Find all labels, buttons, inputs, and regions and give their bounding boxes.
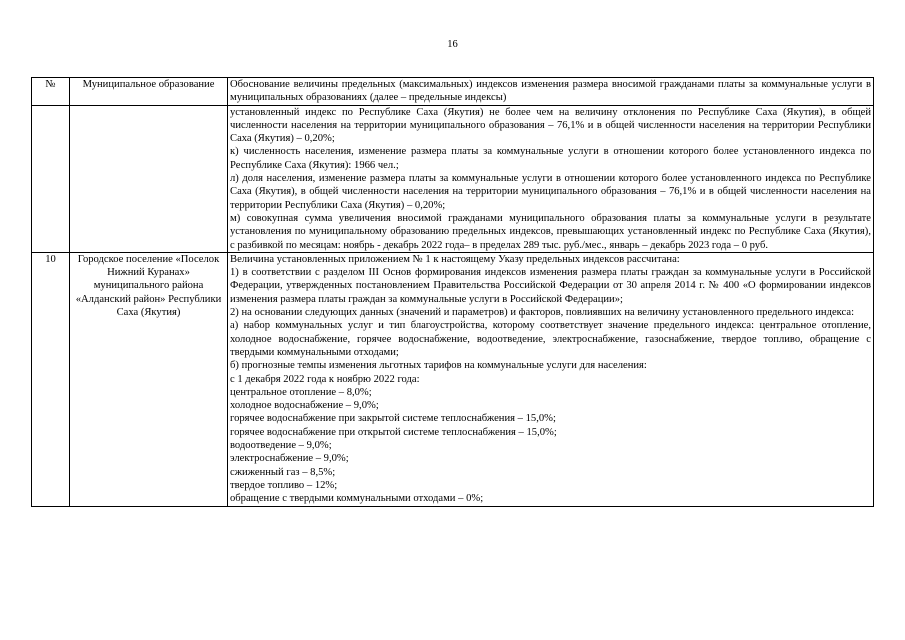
paragraph: л) доля населения, изменение размера платы за коммунальные услуги в отношении которого более установленного индекса по Республике Саха (Якутия), в общей численности населения на территории муниципального образования – 76,1% и в общей численности населения на территории Республики Саха (Якутия) – 0,20%; [230,173,871,211]
paragraph: м) совокупная сумма увеличения вносимой гражданами муниципального образования платы за коммунальные услуги в результате установления по муниципальному образованию предельных индексов, превышающих установленный индекс по Республике Саха (Якутия), с разбивкой по месяцам: ноябрь - декабрь 2022 года– в пределах 289 тыс. руб./мес., январь – декабрь 2023 года – 0 руб. [230,212,871,251]
list-item: холодное водоснабжение – 9,0%; [230,400,379,412]
list-item: электроснабжение – 9,0%; [230,453,349,465]
list-item: горячее водоснабжение при открытой системе теплоснабжения – 15,0%; [230,426,557,438]
cell-municipality: Городское поселение «Поселок Нижний Куранах» муниципального района «Алданский район» Республики Саха (Якутия) [70,252,228,506]
list-item: горячее водоснабжение при закрытой системе теплоснабжения – 15,0%; [230,413,556,425]
paragraph: 1) в соответствии с разделом III Основ формирования индексов изменения размера платы граждан за коммунальные услуги в Российской Федерации, утвержденных постановлением Правительства Российской Федерации от 30 апреля 2014 г. № 400 «О формировании индексов изменения размера платы граждан за коммунальные услуги в Российской Федерации»; [230,267,871,305]
list-item: обращение с твердыми коммунальными отходами – 0%; [230,493,484,505]
cell-number: 10 [32,252,70,506]
table-header-row [32,78,874,106]
header-number: № [32,78,70,106]
paragraph: к) численность населения, изменение размера платы за коммунальные услуги в отношении которого более установленного индекса по Республике Саха (Якутия): 1966 чел.; [230,146,871,171]
paragraph: установленный индекс по Республике Саха (Якутия) не более чем на величину отклонения по Республике Саха (Якутия), в общей численности населения на территории муниципального образования – 76,1% и в общей численности населения на территории Республики Саха (Якутия) – 0,20%; [230,106,871,145]
cell-description [228,105,874,252]
header-description: Обоснование величины предельных (максимальных) индексов изменения размера вносимой гражданами платы за коммунальные услуги в муниципальных образованиях (далее – предельные индексы) [228,78,874,106]
cell-description [228,252,874,506]
table-row-continuation [32,105,874,252]
page-number: 16 [447,39,458,50]
cell-number-empty [32,105,70,252]
table-row-10 [32,252,874,506]
paragraph: 2) на основании следующих данных (значений и параметров) и факторов, повлиявших на величину установленного предельного индекса: [230,307,855,319]
paragraph: Величина установленных приложением № 1 к настоящему Указу предельных индексов рассчитана: [230,253,680,265]
cell-municipality-empty [70,105,228,252]
paragraph: б) прогнозные темпы изменения льготных тарифов на коммунальные услуги для населения: [230,360,647,372]
list-item: водоотведение – 9,0%; [230,440,332,452]
list-item: центральное отопление – 8,0%; [230,386,372,398]
indices-table [31,77,874,507]
list-item: сжиженный газ – 8,5%; [230,466,336,478]
header-municipality: Муниципальное образование [70,78,228,106]
paragraph: с 1 декабря 2022 года к ноябрю 2022 года: [230,373,420,385]
list-item: твердое топливо – 12%; [230,479,338,491]
paragraph: а) набор коммунальных услуг и тип благоустройства, которому соответствует значение предельного индекса: центральное отопление, холодное водоснабжение, горячее водоснабжение, водоотведение, электроснабжение, газоснабжение, твердое топливо, обращение с твердыми коммунальными отходами; [230,320,871,358]
